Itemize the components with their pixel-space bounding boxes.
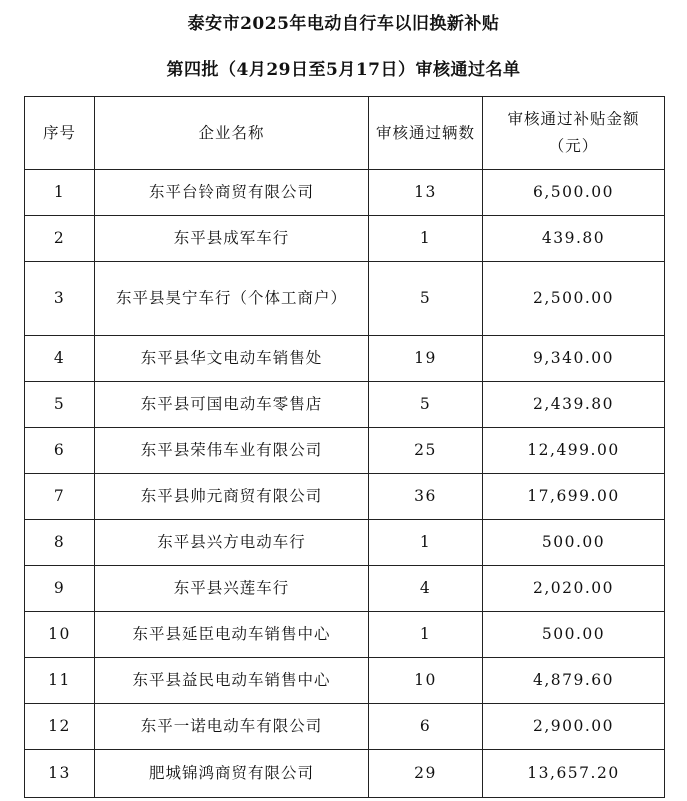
table-row <box>25 520 665 566</box>
row-company: 东平一诺电动车有限公司 <box>95 704 369 750</box>
row-index: 7 <box>25 474 95 520</box>
row-index: 8 <box>25 520 95 566</box>
row-company: 东平县华文电动车销售处 <box>95 336 369 382</box>
row-count: 4 <box>369 566 483 612</box>
row-index: 3 <box>25 262 95 336</box>
table-row <box>25 704 665 750</box>
row-amount: 500.00 <box>483 612 665 658</box>
row-count: 13 <box>369 170 483 216</box>
row-count: 1 <box>369 612 483 658</box>
row-count: 6 <box>369 704 483 750</box>
table-row <box>25 382 665 428</box>
row-company: 东平县可国电动车零售店 <box>95 382 369 428</box>
header-index: 序号 <box>25 97 95 170</box>
table-row <box>25 750 665 798</box>
row-amount: 2,900.00 <box>483 704 665 750</box>
row-company: 东平县帅元商贸有限公司 <box>95 474 369 520</box>
row-amount: 17,699.00 <box>483 474 665 520</box>
table-row <box>25 170 665 216</box>
row-count: 5 <box>369 262 483 336</box>
row-count: 10 <box>369 658 483 704</box>
row-amount: 12,499.00 <box>483 428 665 474</box>
row-index: 13 <box>25 750 95 798</box>
row-company: 东平县兴莲车行 <box>95 566 369 612</box>
table-row <box>25 216 665 262</box>
row-index: 12 <box>25 704 95 750</box>
row-amount: 4,879.60 <box>483 658 665 704</box>
row-company: 东平县昊宁车行（个体工商户） <box>95 262 369 336</box>
approval-list-table <box>24 96 665 798</box>
table-row <box>25 566 665 612</box>
row-count: 19 <box>369 336 483 382</box>
table-row <box>25 428 665 474</box>
header-amount: 审核通过补贴金额（元） <box>483 97 665 170</box>
table-header-row <box>25 97 665 170</box>
row-amount: 13,657.20 <box>483 750 665 798</box>
row-index: 6 <box>25 428 95 474</box>
row-count: 29 <box>369 750 483 798</box>
table-row <box>25 612 665 658</box>
table-row <box>25 262 665 336</box>
row-amount: 2,500.00 <box>483 262 665 336</box>
row-company: 东平县成军车行 <box>95 216 369 262</box>
row-amount: 6,500.00 <box>483 170 665 216</box>
header-company: 企业名称 <box>95 97 369 170</box>
document-title: 泰安市2025年电动自行车以旧换新补贴 <box>187 14 500 34</box>
row-index: 1 <box>25 170 95 216</box>
row-company: 东平县兴方电动车行 <box>95 520 369 566</box>
row-count: 5 <box>369 382 483 428</box>
row-amount: 2,020.00 <box>483 566 665 612</box>
document-subtitle: 第四批（4月29日至5月17日）审核通过名单 <box>166 60 521 80</box>
row-index: 5 <box>25 382 95 428</box>
table-row <box>25 336 665 382</box>
table-row <box>25 474 665 520</box>
row-company: 东平县延臣电动车销售中心 <box>95 612 369 658</box>
row-index: 9 <box>25 566 95 612</box>
row-index: 10 <box>25 612 95 658</box>
row-company: 肥城锦鸿商贸有限公司 <box>95 750 369 798</box>
row-company: 东平台铃商贸有限公司 <box>95 170 369 216</box>
row-count: 36 <box>369 474 483 520</box>
row-company: 东平县益民电动车销售中心 <box>95 658 369 704</box>
row-index: 11 <box>25 658 95 704</box>
row-count: 1 <box>369 216 483 262</box>
row-amount: 500.00 <box>483 520 665 566</box>
row-amount: 9,340.00 <box>483 336 665 382</box>
row-company: 东平县荣伟车业有限公司 <box>95 428 369 474</box>
row-amount: 439.80 <box>483 216 665 262</box>
table-row <box>25 658 665 704</box>
row-index: 2 <box>25 216 95 262</box>
row-count: 1 <box>369 520 483 566</box>
header-count: 审核通过辆数 <box>369 97 483 170</box>
row-index: 4 <box>25 336 95 382</box>
row-amount: 2,439.80 <box>483 382 665 428</box>
row-count: 25 <box>369 428 483 474</box>
